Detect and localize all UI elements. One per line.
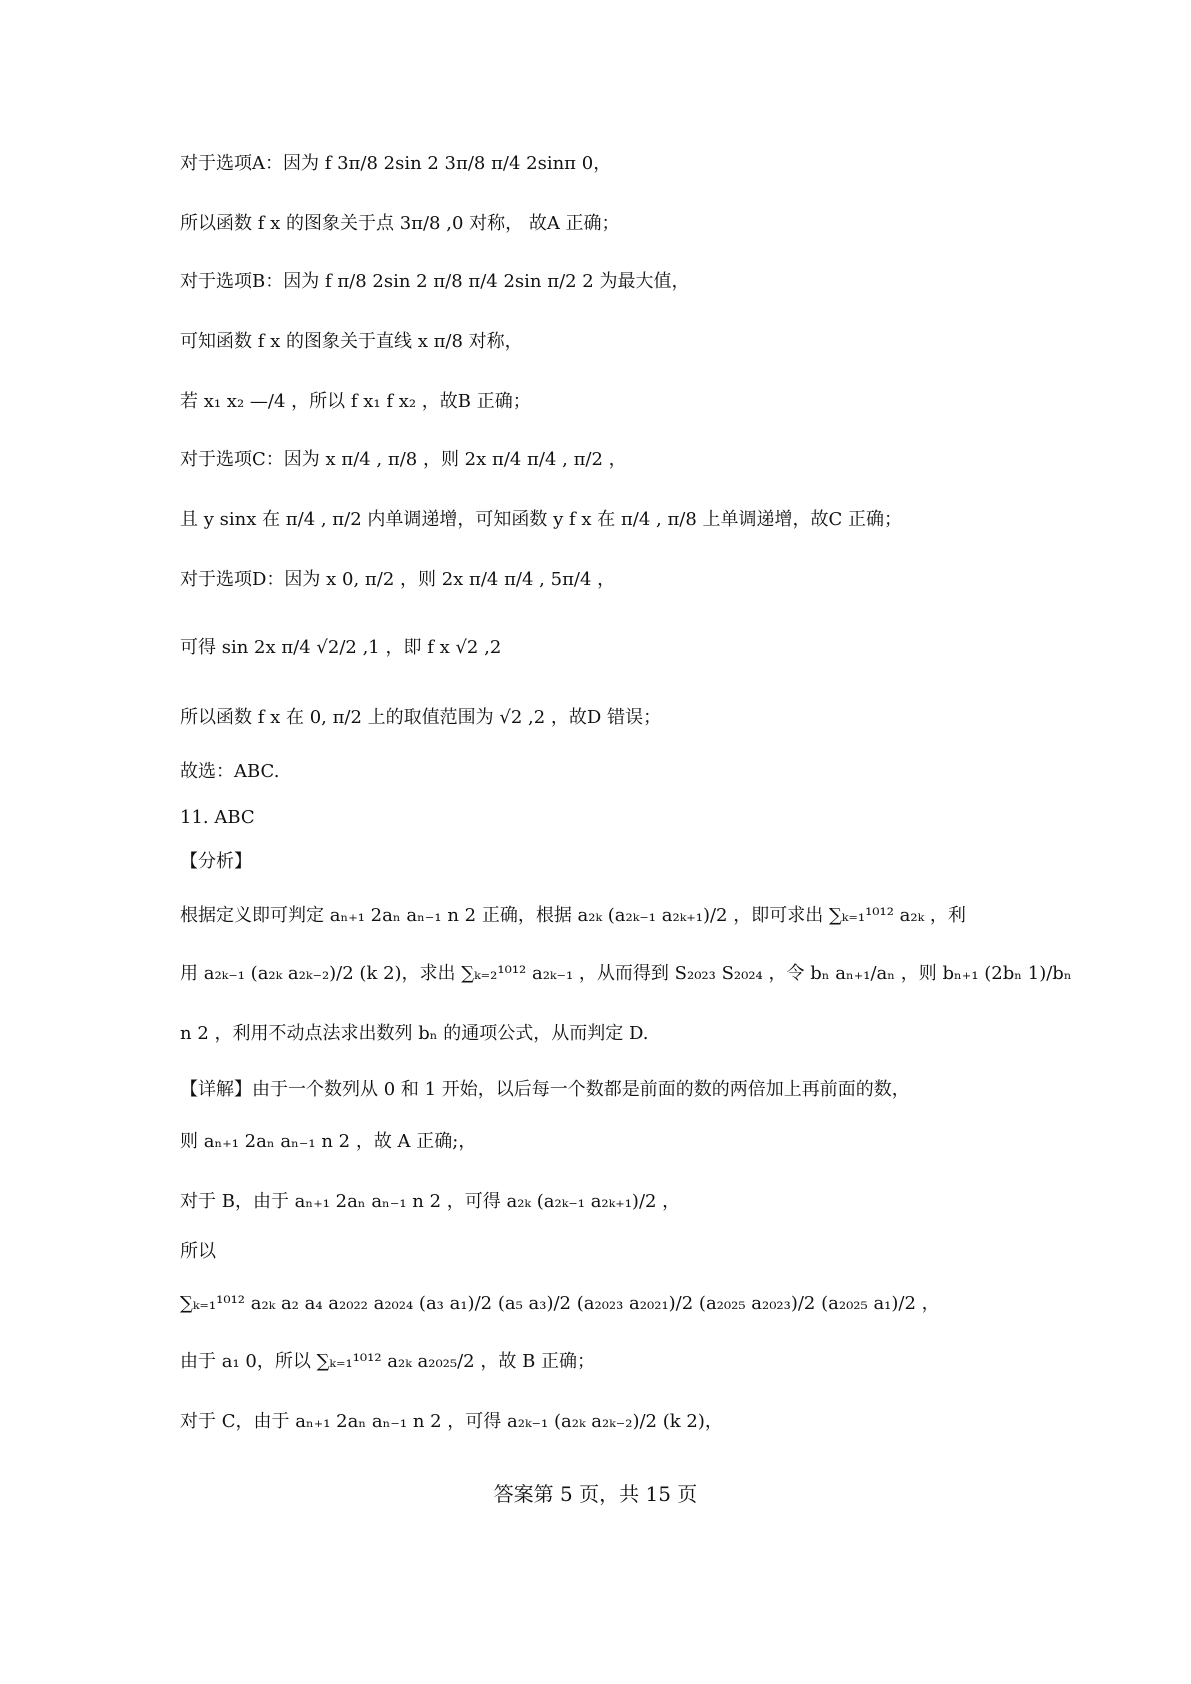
line-22: 对于 C，由于 aₙ₊₁ 2aₙ aₙ₋₁ n 2 ，可得 a₂ₖ₋₁ (a₂ₖ a₂ₖ₋₂)/2 (k 2)， — [180, 1411, 723, 1432]
line-0: 对于选项A：因为 f 3π/8 2sin 2 3π/8 π/4 2sinπ 0， — [180, 153, 612, 174]
line-1: 所以函数 f x 的图象关于点 3π/8 ,0 对称， 故A 正确； — [180, 213, 620, 234]
line-2: 对于选项B：因为 f π/8 2sin 2 π/8 π/4 2sin π/2 2 为最大值， — [180, 271, 690, 292]
line-3: 可知函数 f x 的图象关于直线 x π/8 对称， — [180, 331, 523, 352]
line-6: 且 y sinx 在 π/4 , π/2 内单调递增，可知函数 y f x 在 π/4 , π/8 上单调递增，故C 正确； — [180, 509, 903, 530]
line-11: 11. ABC — [180, 807, 255, 828]
line-14: 用 a₂ₖ₋₁ (a₂ₖ a₂ₖ₋₂)/2 (k 2)，求出 ∑ₖ₌₂¹⁰¹² a₂ₖ₋₁ ，从而得到 S₂₀₂₃ S₂₀₂₄ ，令 bₙ aₙ₊₁/aₙ ，则 bₙ₊₁ (2bₙ 1)/bₙ — [180, 963, 1072, 984]
page-footer: 答案第 5 页，共 15 页 — [493, 1482, 698, 1506]
line-15: n 2 ，利用不动点法求出数列 bₙ 的通项公式，从而判定 D. — [180, 1023, 649, 1044]
line-12: 【分析】 — [180, 851, 252, 872]
line-13: 根据定义即可判定 aₙ₊₁ 2aₙ aₙ₋₁ n 2 正确，根据 a₂ₖ (a₂ₖ₋₁ a₂ₖ₊₁)/2 ，即可求出 ∑ₖ₌₁¹⁰¹² a₂ₖ ，利 — [180, 905, 966, 926]
line-21: 由于 a₁ 0，所以 ∑ₖ₌₁¹⁰¹² a₂ₖ a₂₀₂₅/2 ，故 B 正确； — [180, 1351, 596, 1372]
line-16: 【详解】由于一个数列从 0 和 1 开始，以后每一个数都是前面的数的两倍加上再前面的数， — [180, 1079, 910, 1100]
line-20: ∑ₖ₌₁¹⁰¹² a₂ₖ a₂ a₄ a₂₀₂₂ a₂₀₂₄ (a₃ a₁)/2 (a₅ a₃)/2 (a₂₀₂₃ a₂₀₂₁)/2 (a₂₀₂₅ a₂₀₂₃)/2 (a₂₀₂₅ a₁)/2 ， — [180, 1293, 940, 1314]
line-5: 对于选项C：因为 x π/4 , π/8 ，则 2x π/4 π/4 , π/2 ， — [180, 449, 627, 470]
line-17: 则 aₙ₊₁ 2aₙ aₙ₋₁ n 2 ，故 A 正确;， — [180, 1131, 477, 1152]
line-7: 对于选项D：因为 x 0, π/2 ，则 2x π/4 π/4 , 5π/4 ， — [180, 569, 616, 590]
line-8: 可得 sin 2x π/4 √2/2 ,1 ，即 f x √2 ,2 — [180, 637, 502, 658]
line-19: 所以 — [180, 1241, 216, 1262]
line-18: 对于 B，由于 aₙ₊₁ 2aₙ aₙ₋₁ n 2 ，可得 a₂ₖ (a₂ₖ₋₁ a₂ₖ₊₁)/2 ， — [180, 1191, 681, 1212]
line-4: 若 x₁ x₂ —/4 ，所以 f x₁ f x₂ ，故B 正确； — [180, 391, 531, 412]
line-9: 所以函数 f x 在 0, π/2 上的取值范围为 √2 ,2 ，故D 错误； — [180, 707, 662, 728]
line-10: 故选：ABC. — [180, 761, 280, 782]
